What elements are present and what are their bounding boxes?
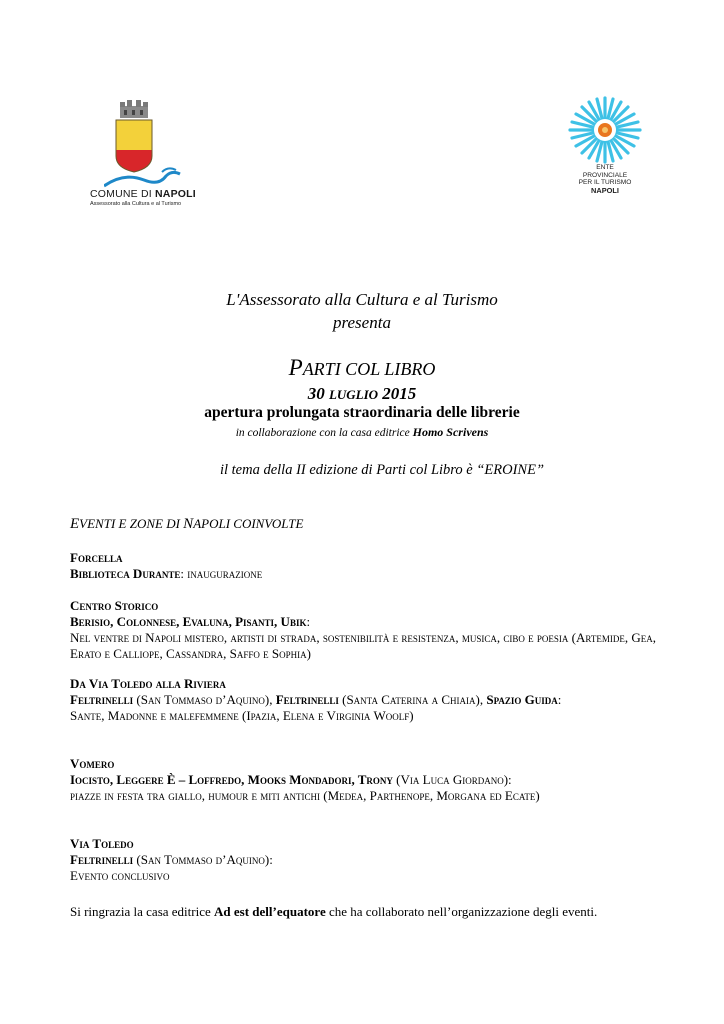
zone-title: Forcella — [70, 550, 123, 565]
ente-line2: PROVINCIALE — [582, 171, 628, 179]
zone-venues — [70, 566, 656, 582]
venue-location: (Santa Caterina a Chiaia), — [338, 692, 487, 707]
zone-venues — [70, 852, 656, 868]
sunburst-icon — [555, 94, 655, 166]
comune-name — [90, 188, 196, 200]
venue-location: (Via Luca Giordano): — [392, 772, 512, 787]
section-heading-n: N — [183, 516, 194, 532]
zone-forcella — [70, 550, 656, 582]
venue-names: Iocisto, Leggere È – Loffredo, Mooks Mondadori, Trony — [70, 772, 393, 787]
event-title-rest: ARTI COL LIBRO — [302, 359, 436, 379]
zone-description: piazze in festa tra giallo, humour e miti antichi (Medea, Parthenope, Morgana ed Ecate) — [70, 788, 540, 803]
zone-venues — [70, 692, 656, 708]
event-subtitle: apertura prolungata straordinaria delle librerie — [204, 404, 520, 421]
zone-title: Via Toledo — [70, 836, 134, 851]
zone-venues — [70, 772, 656, 788]
event-date-day: 30 — [307, 384, 329, 403]
event-title — [0, 355, 724, 381]
zone-description: Nel ventre di Napoli mistero, artisti di strada, sostenibilità e resistenza, musica, cibo e poesia (Artemide, Gea, Erato e Calliope, Cassandra, Saffo e Sophia) — [70, 630, 656, 661]
zone-title: Centro Storico — [70, 598, 159, 613]
zone-title: Da Via Toledo alla Riviera — [70, 676, 226, 691]
ack-text-a: Si ringrazia la casa editrice — [70, 904, 215, 919]
zone-title: Vomero — [70, 756, 115, 771]
theme-line: il tema della II edizione di Parti col Libro è “EROINE” — [219, 462, 545, 478]
ente-line3: PER IL TURISMO — [578, 179, 632, 187]
section-heading-e: E — [70, 516, 80, 532]
ente-turismo-logo — [555, 94, 655, 206]
venue-colon: : — [306, 614, 311, 629]
venue-name: Feltrinelli — [70, 692, 134, 707]
ente-line4: NAPOLI — [591, 185, 619, 195]
zone-vomero — [70, 756, 656, 804]
section-heading-b: APOLI COINVOLTE — [193, 516, 304, 531]
comune-subtitle: Assessorato alla Cultura e al Turismo — [90, 201, 182, 207]
ack-text-c: che ha collaborato nell’organizzazione degli eventi. — [325, 904, 598, 919]
zone-toledo-riviera — [70, 676, 656, 724]
event-date — [0, 384, 724, 404]
venue-name: Biblioteca Durante — [70, 566, 181, 581]
comune-name-a: COMUNE DI — [90, 188, 155, 200]
venue-desc: : inaugurazione — [180, 566, 263, 581]
collab-text: in collaborazione con la casa editrice — [235, 427, 413, 439]
comune-di-napoli-logo — [84, 100, 204, 210]
event-title-initial: P — [288, 355, 303, 380]
event-date-month: LUGLIO — [328, 387, 379, 402]
venue-name: Feltrinelli — [70, 852, 134, 867]
venue-location: (San Tommaso d’Aquino), — [133, 692, 276, 707]
comune-name-b: NAPOLI — [155, 188, 196, 200]
collaboration-line — [0, 425, 724, 440]
zone-via-toledo — [70, 836, 656, 884]
ente-text — [555, 164, 655, 194]
zone-description: Sante, Madonne e malefemmene (Ipazia, Elena e Virginia Woolf) — [70, 708, 414, 723]
section-heading — [70, 516, 656, 532]
section-heading-a: VENTI E ZONE DI — [79, 516, 184, 531]
venue-colon: : — [557, 692, 562, 707]
city-crest-icon — [104, 100, 184, 190]
zone-description: Evento conclusivo — [70, 868, 170, 883]
collab-publisher: Homo Scrivens — [412, 425, 489, 439]
venue-location: (San Tommaso d’Aquino): — [133, 852, 273, 867]
zone-venues — [70, 614, 656, 630]
venue-name: Spazio Guida — [486, 692, 558, 707]
venue-name: Feltrinelli — [275, 692, 339, 707]
ack-publisher: Ad est dell’equatore — [214, 904, 326, 919]
acknowledgement — [70, 904, 670, 920]
presenter-line: L'Assessorato alla Cultura e al Turismo — [226, 290, 498, 309]
ente-line1: ENTE — [596, 164, 614, 171]
event-date-year: 2015 — [378, 384, 417, 403]
presenta-line: presenta — [333, 313, 391, 332]
zone-centro-storico — [70, 598, 656, 662]
venue-names: Berisio, Colonnese, Evaluna, Pisanti, Ubik — [70, 614, 307, 629]
